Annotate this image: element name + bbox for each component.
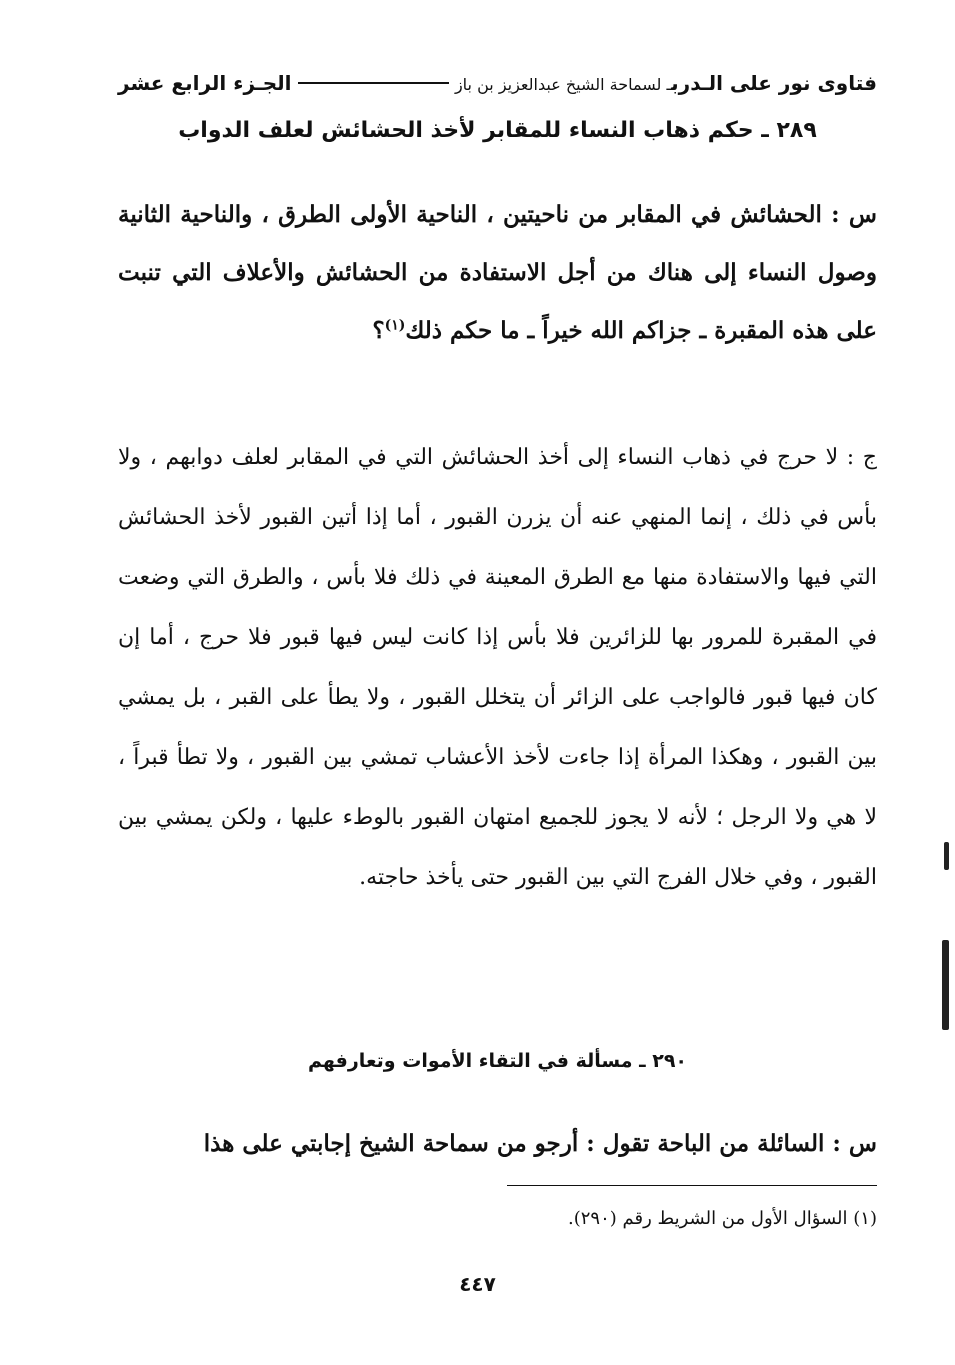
- book-title: فتاوى نور على الـدرب: [671, 71, 877, 95]
- question-mark: ؟: [372, 317, 385, 344]
- volume-label: الجـزء الرابع عشر: [118, 71, 292, 95]
- fatwa-289-title: ٢٨٩ ـ حكم ذهاب النساء للمقابر لأخذ الحشائش لعلف الدواب: [178, 118, 817, 143]
- fatwa-290-question: س : السائلة من الباحة تقول : أرجو من سماحة الشيخ إجابتي على هذا: [203, 1130, 877, 1157]
- scan-edge-mark: [942, 940, 949, 1030]
- author-credit: ـ لسماحة الشيخ عبدالعزيز بن باز: [454, 75, 672, 94]
- fatwa-290-title: ٢٩٠ ـ مسألة في التقاء الأموات وتعارفهم: [307, 1050, 688, 1072]
- fatwa-289-answer: ج : لا حرج في ذهاب النساء إلى أخذ الحشائش التي في المقابر لعلف دوابهم ، ولا بأس في ذلك ، إنما المنهي عنه أن يزرن القبور ، أما إذا أتين القبور لأخذ الحشائش التي فيها والاستفادة منها مع الطرق المعينة في ذلك فلا بأس ، والطرق التي وضعت في المقبرة للمرور بها للزائرين فلا بأس إذا كانت ليس فيها قبور فلا حرج ، أما إن كان فيها قبور فالواجب على الزائر أن يتخلل القبور ، ولا يطأ على القبر ، بل يمشي بين القبور ، وهكذا المرأة إذا جاءت لأخذ الأعشاب تمشي بين القبور ، ولا تطأ قبراً ، لا هي ولا الرجل ؛ لأنه لا يجوز للجميع امتهان القبور بالوطء عليها ، ولكن يمشي بين القبور ، وفي خلال الفرج التي بين القبور حتى يأخذ حاجته.: [118, 445, 877, 890]
- question-text: س : الحشائش في المقابر من ناحيتين ، الناحية الأولى الطرق ، والناحية الثانية وصول النساء إلى هناك من أجل الاستفادة من الحشائش والأعلاف التي تنبت على هذه المقبرة ـ جزاكم الله خيراً ـ ما حكم ذلك: [118, 201, 877, 344]
- footnote-marker: (١): [384, 317, 406, 334]
- footnote: (١) السؤال الأول من الشريط رقم (٢٩٠).: [568, 1208, 877, 1229]
- footnote-separator: [507, 1185, 877, 1186]
- header-title-group: [455, 71, 877, 95]
- fatwa-289-question: [118, 186, 877, 360]
- running-header: [118, 66, 877, 100]
- page-number: ٤٤٧: [459, 1272, 496, 1296]
- header-rule: [298, 82, 449, 84]
- scan-edge-mark: [944, 842, 949, 870]
